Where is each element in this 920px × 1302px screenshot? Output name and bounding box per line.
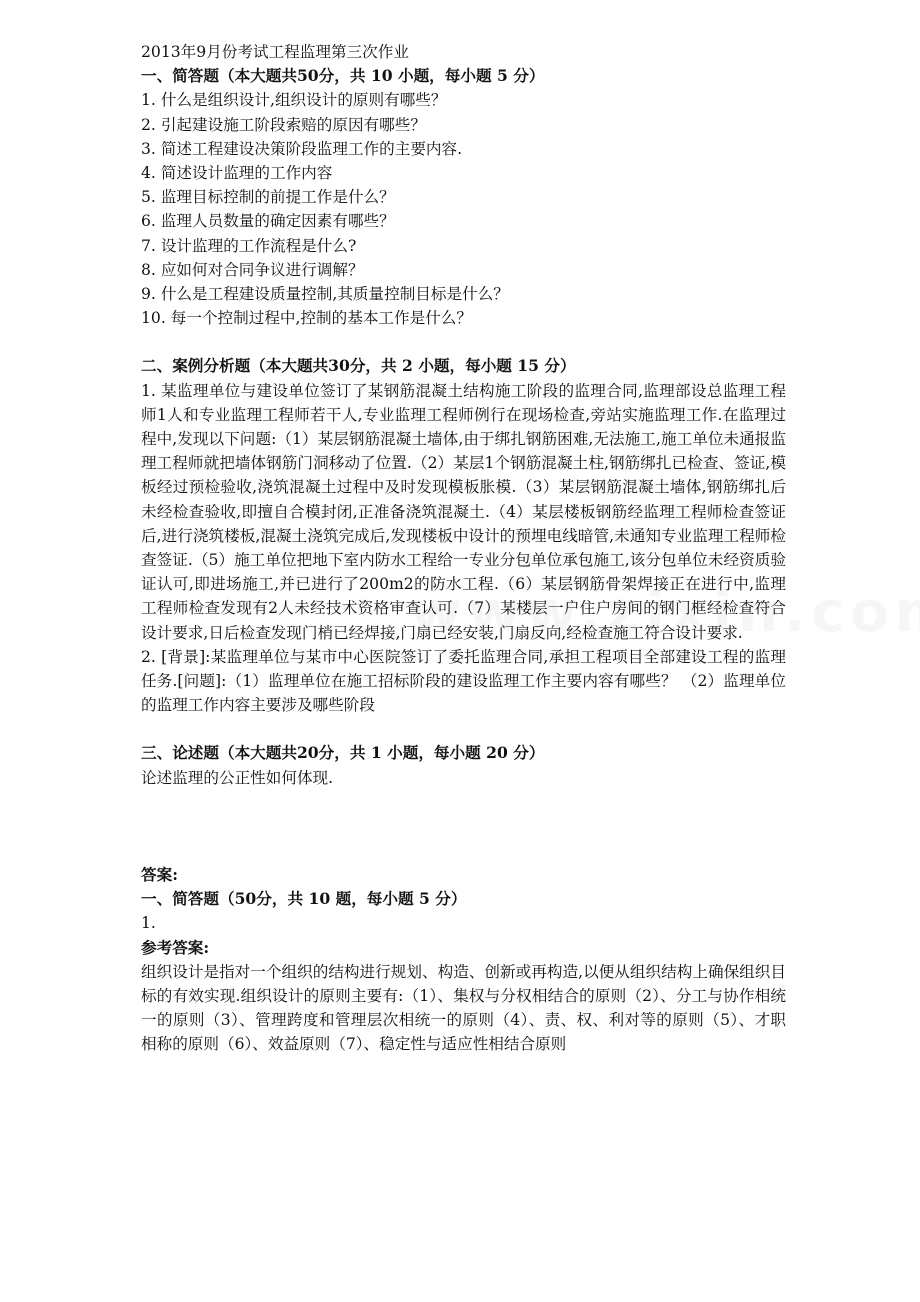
question-2: 2. 引起建设施工阶段索赔的原因有哪些？ <box>141 115 426 134</box>
question-6: 6. 监理人员数量的确定因素有哪些？ <box>141 212 395 231</box>
section1-heading: 一、简答题（本大题共50分，共 10 小题，每小题 5 分） <box>141 66 545 86</box>
question-5: 5. 监理目标控制的前提工作是什么？ <box>141 188 395 207</box>
question-10: 10. 每一个控制过程中,控制的基本工作是什么？ <box>141 309 472 328</box>
question-1: 1. 什么是组织设计,组织设计的原则有哪些？ <box>141 91 447 110</box>
spacer <box>141 330 791 354</box>
case-question-1: 1. 某监理单位与建设单位签订了某钢筋混凝土结构施工阶段的监理合同,监理部设总监理工程师1人和专业监理工程师若干人,专业监理工程师例行在现场检查,旁站实施监理工作.在监理过程中,发现以下问题:（1）某层钢筋混凝土墙体,由于绑扎钢筋困难,无法施工,施工单位未通报监理工程师就把墙体钢筋门洞移动了位置.（2）某层1个钢筋混凝土柱,钢筋绑扎已检查、签证,模板经过预检验收,浇筑混凝土过程中及时发现模板胀模.（3）某层钢筋混凝土墙体,钢筋绑扎后未经检查验收,即擅自合模封闭,正准备浇筑混凝土.（4）某层楼板钢筋经监理工程师检查签证后,进行浇筑楼板,混凝土浇筑完成后,发现楼板中设计的预埋电线暗管,未通知专业监理工程师检查签证.（5）施工单位把地下室内防水工程给一专业分包单位承包施工,该分包单位未经资质验证认可,即进场施工,并已进行了200m2的防水工程.（6）某层钢筋骨架焊接正在进行中,监理工程师检查发现有2人未经技术资格审查认可.（7）某楼层一户住户房间的钢门框经检查符合设计要求,日后检查发现门梢已经焊接,门扇已经安装,门扇反向,经检查施工符合设计要求. <box>141 381 786 642</box>
question-8: 8. 应如何对合同争议进行调解？ <box>141 260 364 279</box>
document-title: 2013年9月份考试工程监理第三次作业 <box>141 43 409 61</box>
essay-question: 论述监理的公正性如何体现. <box>141 768 334 787</box>
case-question-2: 2. [背景]:某监理单位与某市中心医院签订了委托监理合同,承担工程项目全部建设工程的监理任务.[问题]:（1）监理单位在施工招标阶段的建设监理工作主要内容有哪些？ （2）监理单位的监理工作内容主要涉及哪些阶段 <box>141 647 786 715</box>
section3-heading: 三、论述题（本大题共20分，共 1 小题，每小题 20 分） <box>141 743 545 763</box>
question-4: 4. 简述设计监理的工作内容 <box>141 164 333 183</box>
section2-heading: 二、案例分析题（本大题共30分，共 2 小题，每小题 15 分） <box>141 356 576 376</box>
answer-item-number: 1. <box>141 914 156 933</box>
document-page <box>141 40 791 1057</box>
answers-label: 答案: <box>141 864 178 884</box>
question-9: 9. 什么是工程建设质量控制,其质量控制目标是什么？ <box>141 285 509 304</box>
answers-section-heading: 一、简答题（50分，共 10 题，每小题 5 分） <box>141 889 467 909</box>
reference-answer-label: 参考答案: <box>141 937 210 957</box>
reference-answer-text: 组织设计是指对一个组织的结构进行规划、构造、创新或再构造,以便从组织结构上确保组织目标的有效实现.组织设计的原则主要有:（1）、集权与分权相结合的原则（2）、分工与协作相统一的原则（3）、管理跨度和管理层次相统一的原则（4）、责、权、利对等的原则（5）、才职相称的原则（6）、效益原则（7）、稳定性与适应性相结合原则 <box>141 962 786 1054</box>
spacer <box>141 790 791 863</box>
question-7: 7. 设计监理的工作流程是什么? <box>141 236 357 255</box>
spacer <box>141 717 791 741</box>
question-3: 3. 简述工程建设决策阶段监理工作的主要内容. <box>141 139 463 158</box>
section1-question-list <box>141 88 791 330</box>
